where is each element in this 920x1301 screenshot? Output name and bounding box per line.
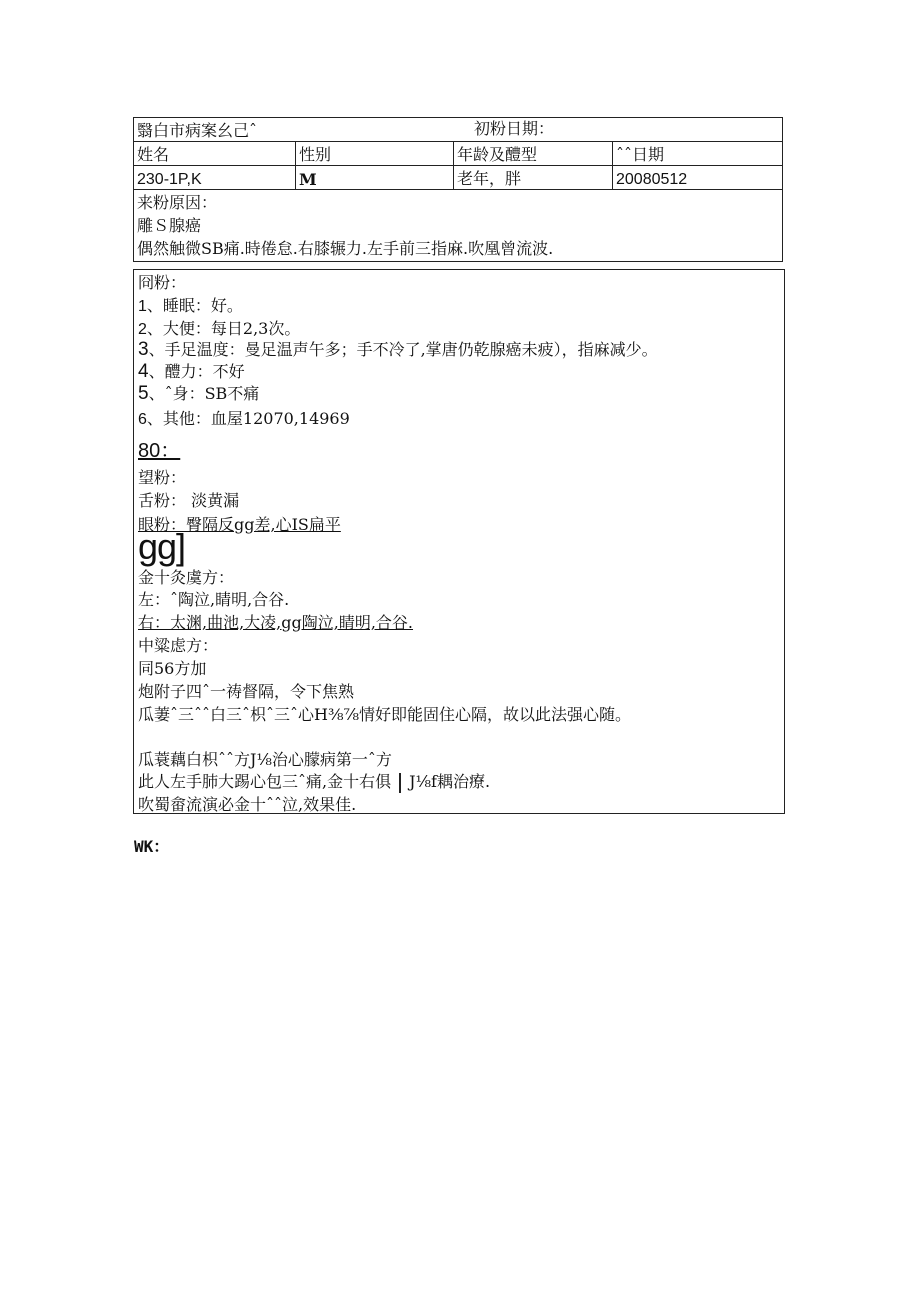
acupuncture-label: 金十灸虞方：	[138, 568, 235, 587]
record-title: 翳白市病案幺己ˆ	[137, 121, 258, 140]
herbal-line: 瓜萋ˆ三ˆˆ白三ˆ枳ˆ三ˆ心H⅜⅞情好即能固住心隔，故以此法强心随。	[138, 705, 631, 724]
inquiry-item: 5、ˆ身：SB不痛	[138, 383, 260, 404]
inquiry-item: 2、大便：每日2,3次。	[138, 319, 301, 338]
reason-symptoms: 偶然触微SB痛.時倦怠.右膝辗力.左手前三指麻.吹凰曾流波.	[137, 239, 554, 258]
sex-header: 性别	[296, 142, 454, 166]
name-value: 230-1P,K	[134, 166, 296, 190]
inquiry-heading: 冏粉：	[138, 273, 187, 292]
note-line: 瓜蓑藕白枳ˆˆ方J⅛治心朦病第一ˆ方	[138, 750, 392, 769]
reason-diagnosis: 雕Ｓ腺癌	[137, 216, 202, 235]
visit-reason-cell	[134, 190, 783, 262]
footer-label: WK：	[134, 837, 170, 856]
patient-info-table	[133, 117, 783, 262]
vertical-bar	[399, 773, 401, 793]
date-value: 20080512	[613, 166, 783, 190]
look-exam-label: 望粉：	[138, 468, 187, 487]
name-header: 姓名	[134, 142, 296, 166]
note-line: 此人左手肺大踢心包三ˆ痛,金十右俱 J⅛f耦治療.	[138, 772, 491, 791]
date-header: ˆˆ日期	[613, 142, 783, 166]
first-visit-date-label: 初粉日期：	[474, 119, 555, 138]
age-value: 老年，胖	[454, 166, 613, 190]
herbal-line: 同56方加	[138, 659, 207, 678]
tongue-exam: 舌粉： 淡黄漏	[138, 491, 240, 510]
title-row	[134, 118, 783, 142]
inquiry-item: 6、其他：血屋12070,14969	[138, 409, 350, 428]
acupuncture-left: 左：ˆ陶泣,睛明,合谷.	[138, 590, 290, 609]
exam-heading: 80：	[138, 440, 181, 462]
herbal-line: 炮附子四ˆ一祷督隔，令下焦熟	[138, 682, 355, 701]
inquiry-item: 3、手足温度：曼足温声午多；手不冷了,掌唐仍乾腺癌未疲），指麻减少。	[138, 339, 658, 360]
inquiry-item: 4、醴力：不好	[138, 361, 245, 382]
sex-value: M	[296, 166, 454, 190]
eye-exam: 眼粉：臀隔反gg差,心IS扁平	[138, 515, 341, 534]
reason-label: 来粉原因：	[137, 193, 218, 212]
large-mark: gg]	[138, 526, 186, 567]
inquiry-item: 1、睡眠：好。	[138, 296, 243, 315]
acupuncture-right: 右：太渊,曲池,大凌,gg陶泣,睛明,合谷.	[138, 613, 414, 632]
age-header: 年龄及醴型	[454, 142, 613, 166]
consultation-box	[133, 269, 785, 814]
note-line: 吹蜀畲流演必金十ˆˆ泣,效果佳.	[138, 795, 357, 814]
herbal-label: 中粱虑方：	[138, 636, 219, 655]
